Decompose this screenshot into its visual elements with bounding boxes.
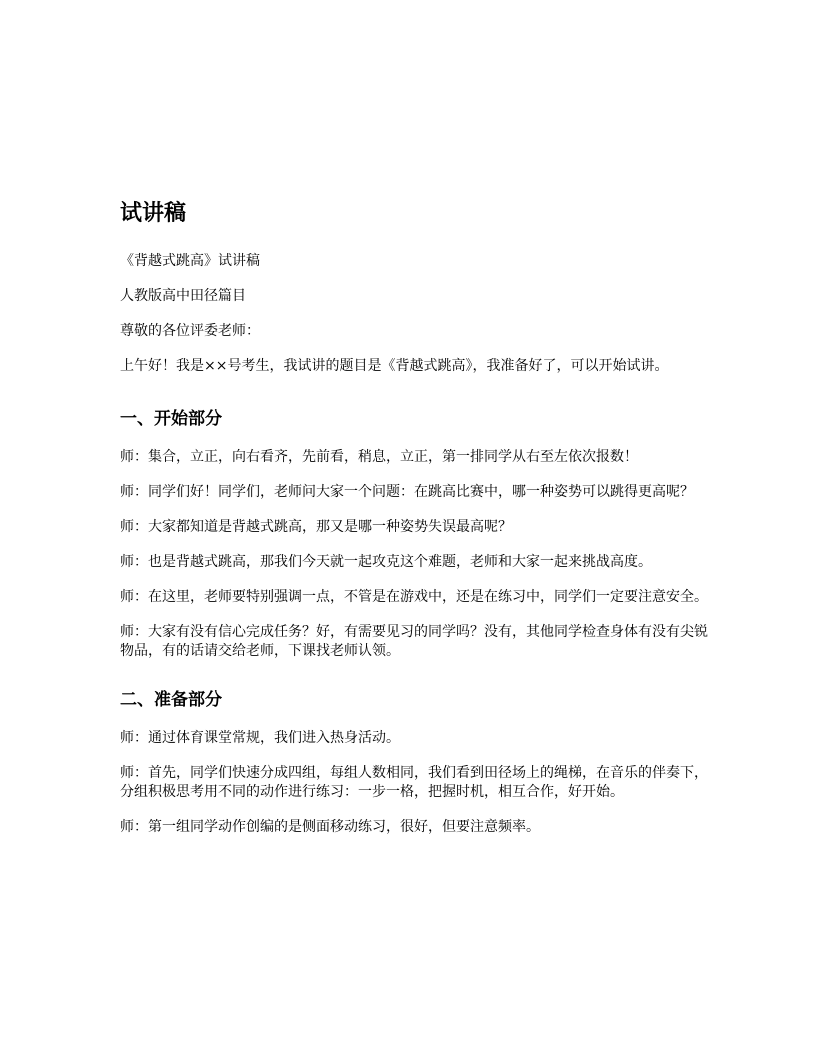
document-title: 试讲稿 — [120, 201, 187, 226]
intro-paragraph-opening: 上午好！我是××号考生，我试讲的题目是《背越式跳高》，我准备好了，可以开始试讲。 — [120, 358, 669, 374]
section-paragraph: 师：通过体育课堂常规，我们进入热身活动。 — [120, 730, 400, 746]
section-paragraph: 师：大家都知道是背越式跳高，那又是哪一种姿势失误最高呢？ — [120, 519, 512, 535]
section-heading-start: 一、开始部分 — [120, 409, 222, 429]
section-paragraph: 师：集合，立正，向右看齐，先前看，稍息，立正，第一排同学从右至左依次报数！ — [120, 449, 638, 465]
document-page — [120, 200, 710, 853]
intro-paragraph-lesson-title: 《背越式跳高》试讲稿 — [120, 253, 260, 269]
section-paragraph: 师：大家有没有信心完成任务？好，有需要见习的同学吗？没有，其他同学检查身体有没有尖锐物品，有的话请交给老师，下课找老师认领。 — [120, 624, 708, 659]
section-heading-prepare: 二、准备部分 — [120, 690, 222, 710]
section-paragraph: 师：在这里，老师要特别强调一点，不管是在游戏中，还是在练习中，同学们一定要注意安全。 — [120, 589, 708, 605]
section-paragraph: 师：首先，同学们快速分成四组，每组人数相同，我们看到田径场上的绳梯，在音乐的伴奏下，分组积极思考用不同的动作进行练习：一步一格，把握时机，相互合作，好开始。 — [120, 765, 708, 800]
section-paragraph: 师：同学们好！同学们，老师问大家一个问题：在跳高比赛中，哪一种姿势可以跳得更高呢？ — [120, 484, 694, 500]
intro-paragraph-textbook: 人教版高中田径篇目 — [120, 288, 246, 304]
intro-paragraph-greeting: 尊敬的各位评委老师： — [120, 323, 260, 339]
section-paragraph: 师：第一组同学动作创编的是侧面移动练习，很好，但要注意频率。 — [120, 819, 540, 835]
section-paragraph: 师：也是背越式跳高，那我们今天就一起攻克这个难题，老师和大家一起来挑战高度。 — [120, 554, 652, 570]
